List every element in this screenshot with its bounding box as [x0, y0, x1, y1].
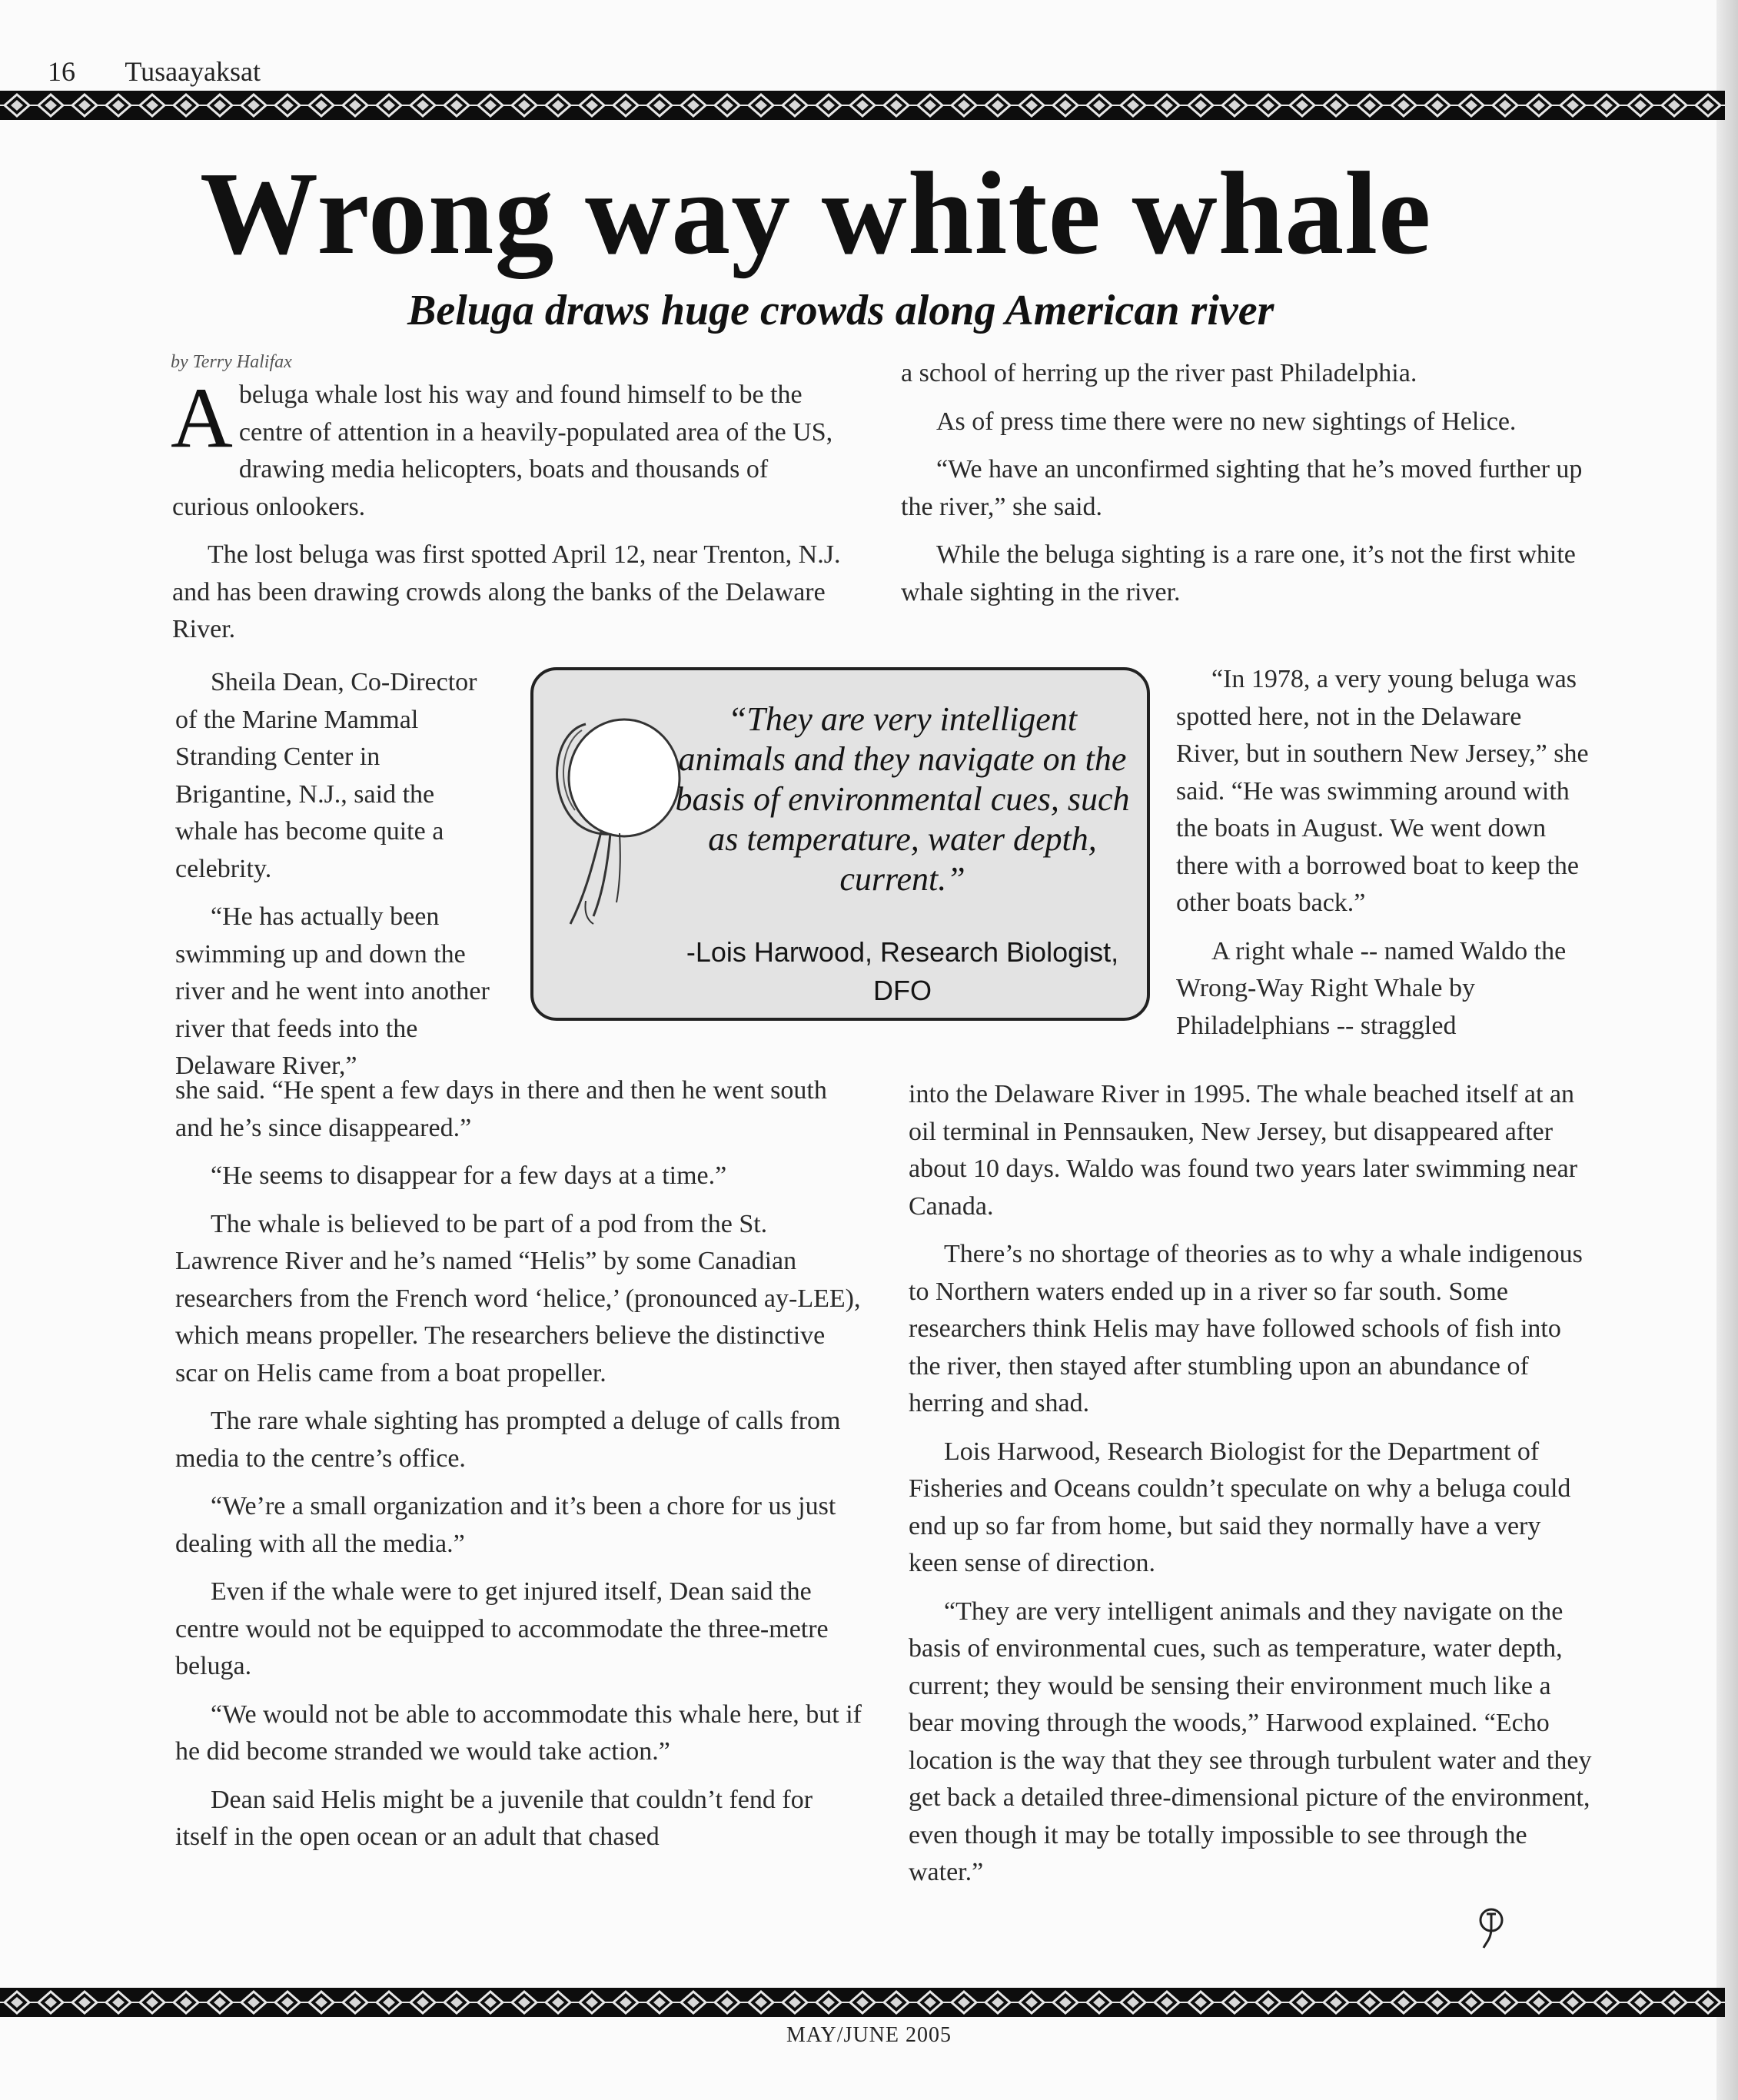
- pull-quote-box: [530, 667, 1150, 1021]
- article-title: Wrong way white whale: [200, 148, 1432, 279]
- page-number: 16: [48, 56, 75, 87]
- end-mark-icon: [1476, 1905, 1510, 1951]
- paragraph: “We would not be able to accommodate this whale here, but if he did become stranded we would take action.”: [175, 1700, 862, 1766]
- pull-quote-text: “They are very intelligent animals and they navigate on the basis of environmental cues, such as temperature, water depth, current.”: [675, 700, 1130, 898]
- paragraph: “He has actually been swimming up and down the river and he went into another river that feeds into the Delaware River,”: [175, 902, 490, 1080]
- paragraph: A right whale -- named Waldo the Wrong-Way Right Whale by Philadelphians -- straggled: [1176, 936, 1567, 1040]
- paragraph: As of press time there were no new sightings of Helice.: [936, 407, 1517, 436]
- paragraph: While the beluga sighting is a rare one, it’s not the first white whale sighting in the river.: [901, 540, 1576, 606]
- paragraph: There’s no shortage of theories as to why a whale indigenous to Northern waters ended up in a river so far south. Some researchers think Helis may have followed schools of fish into the river, then stayed after stumbling upon an abundance of herring and shad.: [909, 1240, 1583, 1417]
- column-2-narrow: [1176, 661, 1591, 1055]
- paragraph: The whale is believed to be part of a pod from the St. Lawrence River and he’s named “Helis” by some Canadian researchers from the French word ‘helice,’ (pronounced ay-LEE), which means propeller. The researchers believe the distinctive scar on Helis came from a boat propeller.: [175, 1209, 861, 1387]
- paragraph: “They are very intelligent animals and they navigate on the basis of environmental cues, such as temperature, water depth, current; they would be sensing their environment much like a bear moving through the woods,” Harwood explained. “Echo location is the way that they see through turbulent water and they get back a detailed three-dimensional picture of the environment, even though it may be totally impossible to see through the water.”: [909, 1597, 1592, 1886]
- column-1-top: [171, 370, 849, 660]
- paragraph: Sheila Dean, Co-Director of the Marine Mammal Stranding Center in Brigantine, N.J., said the whale has become quite a celebrity.: [175, 668, 477, 883]
- paragraph: The lost beluga was first spotted April 12, near Trenton, N.J. and has been drawing crowds along the banks of the Delaware River.: [172, 540, 841, 643]
- pull-quote-attribution: -Lois Harwood, Research Biologist, DFO: [686, 936, 1119, 1006]
- paragraph: a school of herring up the river past Philadelphia.: [901, 359, 1417, 387]
- lead-text: beluga whale lost his way and found himself to be the centre of attention in a heavily-populated area of the US, drawing media helicopters, boats and thousands of curious onlookers.: [172, 380, 833, 521]
- paragraph: “We’re a small organization and it’s been a chore for us just dealing with all the media.”: [175, 1492, 836, 1558]
- pendant-illustration-icon: [540, 701, 686, 932]
- paragraph: into the Delaware River in 1995. The whale beached itself at an oil terminal in Pennsauken, New Jersey, but disappeared after about 10 days. Waldo was found two years later swimming near Canada.: [909, 1080, 1578, 1221]
- page-header: [48, 55, 261, 88]
- page-edge-shadow: [1716, 0, 1738, 2100]
- paragraph: “He seems to disappear for a few days at a time.”: [211, 1161, 727, 1190]
- paragraph: Dean said Helis might be a juvenile that couldn’t fend for itself in the open ocean or an adult that chased: [175, 1785, 813, 1851]
- publication-name: Tusaayaksat: [125, 56, 261, 87]
- column-1-bottom: [175, 1072, 867, 1867]
- column-2-top: [901, 355, 1585, 622]
- paragraph: “In 1978, a very young beluga was spotted here, not in the Delaware River, but in southern New Jersey,” she said. “He was swimming around with the boats in August. We went down there with a borrowed boat to keep the other boats back.”: [1176, 665, 1589, 917]
- paragraph: she said. “He spent a few days in there and then he went south and he’s since disappeared.”: [175, 1076, 827, 1142]
- paragraph: “We have an unconfirmed sighting that he’s moved further up the river,” she said.: [901, 455, 1583, 521]
- paragraph: Lois Harwood, Research Biologist for the Department of Fisheries and Oceans couldn’t speculate on why a beluga could end up so far from home, but said they normally have a very keen sense of direction.: [909, 1437, 1571, 1577]
- paragraph: Even if the whale were to get injured itself, Dean said the centre would not be equipped to accommodate the three-metre beluga.: [175, 1577, 829, 1680]
- byline: by Terry Halifax: [171, 352, 292, 372]
- bottom-decorative-border: [0, 1988, 1725, 2017]
- lead-paragraph: [171, 370, 849, 526]
- article-subtitle: Beluga draws huge crowds along American river: [407, 287, 1274, 334]
- column-2-bottom: [909, 1076, 1593, 1902]
- issue-date-footer: MAY/JUNE 2005: [786, 2023, 952, 2047]
- drop-cap: A: [171, 370, 233, 466]
- top-decorative-border: [0, 91, 1725, 120]
- paragraph: The rare whale sighting has prompted a deluge of calls from media to the centre’s office.: [175, 1407, 841, 1473]
- column-1-narrow: [175, 664, 498, 1096]
